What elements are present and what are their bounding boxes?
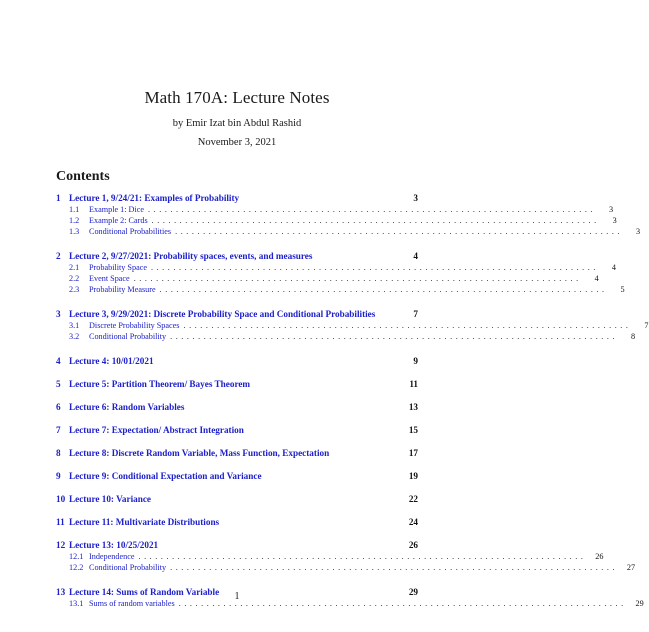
- toc-leader-dots: ................................................................................: [159, 285, 608, 294]
- toc-leader-dots: ................................................................................: [133, 274, 582, 283]
- toc-section-group: [56, 424, 418, 436]
- toc-subsection-number: 2.1: [69, 263, 80, 272]
- toc-subsection-number: 3.2: [69, 332, 80, 341]
- toc-section-number: 9: [56, 471, 61, 481]
- toc-section-link[interactable]: [56, 401, 418, 413]
- table-of-contents: [56, 192, 649, 622]
- toc-subsection-link[interactable]: [56, 331, 636, 342]
- toc-section-page: 19: [408, 471, 418, 481]
- toc-section-link[interactable]: [56, 470, 418, 482]
- toc-section-title: Lecture 1, 9/24/21: Examples of Probability: [69, 193, 240, 203]
- toc-subsection-page: 3: [636, 227, 641, 236]
- toc-section-link[interactable]: [56, 424, 418, 436]
- toc-section-page: 24: [408, 517, 418, 527]
- toc-leader-dots: ................................................................................: [170, 563, 619, 572]
- toc-section-group: [56, 250, 625, 295]
- document-date: November 3, 2021: [197, 137, 277, 148]
- toc-section-page: 9: [413, 356, 418, 366]
- toc-section-page: 29: [408, 587, 418, 597]
- toc-section-page: 3: [413, 193, 418, 203]
- toc-subsection-page: 4: [594, 274, 599, 283]
- toc-subsection-title: Independence: [89, 552, 135, 561]
- toc-subsection-page: 5: [620, 285, 625, 294]
- toc-leader-dots: ................................................................................: [150, 263, 599, 272]
- toc-section-title: Lecture 11: Multivariate Distributions: [69, 517, 220, 527]
- toc-subsection-number: 3.1: [69, 321, 80, 330]
- toc-leader-dots: ................................................................................: [175, 227, 624, 236]
- toc-subsection-number: 2.3: [69, 285, 80, 294]
- toc-section-title: Lecture 14: Sums of Random Variable: [69, 587, 220, 597]
- toc-section-link[interactable]: [56, 355, 418, 367]
- toc-subsection-number: 12.1: [69, 552, 84, 561]
- toc-subsection-page: 8: [631, 332, 636, 341]
- toc-subsection-number: 1.1: [69, 205, 80, 214]
- toc-section-link[interactable]: [56, 493, 418, 505]
- toc-section-group: [56, 308, 649, 342]
- toc-section-number: 3: [56, 309, 61, 319]
- toc-section-page: 13: [408, 402, 418, 412]
- toc-subsection-title: Probability Space: [89, 263, 147, 272]
- toc-section-link[interactable]: [56, 192, 418, 204]
- toc-section-title: Lecture 10: Variance: [69, 494, 151, 504]
- contents-heading: Contents: [56, 169, 110, 184]
- toc-section-number: 12: [56, 540, 66, 550]
- toc-section-link[interactable]: [56, 308, 418, 320]
- toc-leader-dots: ................................................................................: [138, 552, 587, 561]
- toc-subsection-page: 7: [644, 321, 649, 330]
- toc-subsection-link[interactable]: [56, 273, 599, 284]
- document-title: Math 170A: Lecture Notes: [144, 88, 330, 107]
- toc-section-group: [56, 539, 636, 573]
- toc-section-title: Lecture 7: Expectation/ Abstract Integration: [69, 425, 244, 435]
- toc-leader-dots: ................................................................................: [178, 599, 627, 608]
- toc-subsection-number: 12.2: [69, 563, 84, 572]
- toc-section-title: Lecture 13: 10/25/2021: [69, 540, 159, 550]
- toc-section-number: 5: [56, 379, 61, 389]
- toc-section-page: 22: [408, 494, 418, 504]
- toc-section-title: Lecture 6: Random Variables: [69, 402, 185, 412]
- toc-section-number: 1: [56, 193, 61, 203]
- toc-subsection-title: Discrete Probability Spaces: [89, 321, 180, 330]
- toc-section-title: Lecture 9: Conditional Expectation and Variance: [69, 471, 262, 481]
- toc-subsection-page: 29: [635, 599, 644, 608]
- toc-section-page: 26: [408, 540, 418, 550]
- toc-section-page: 4: [413, 251, 418, 261]
- toc-subsection-title: Conditional Probabilities: [89, 227, 172, 236]
- toc-section-page: 15: [408, 425, 418, 435]
- toc-subsection-link[interactable]: [56, 551, 604, 562]
- toc-section-link[interactable]: [56, 378, 418, 390]
- toc-section-group: [56, 355, 418, 367]
- toc-subsection-title: Conditional Probability: [89, 563, 167, 572]
- toc-section-title: Lecture 5: Partition Theorem/ Bayes Theorem: [69, 379, 251, 389]
- toc-section-title: Lecture 4: 10/01/2021: [69, 356, 154, 366]
- toc-subsection-page: 26: [595, 552, 604, 561]
- toc-subsection-link[interactable]: [56, 284, 625, 295]
- toc-section-number: 13: [56, 587, 66, 597]
- toc-subsection-title: Event Space: [89, 274, 130, 283]
- toc-leader-dots: ................................................................................: [151, 216, 600, 225]
- toc-section-group: [56, 447, 418, 459]
- toc-section-group: [56, 192, 641, 237]
- toc-subsection-number: 13.1: [69, 599, 84, 608]
- toc-subsection-number: 1.2: [69, 216, 80, 225]
- toc-leader-dots: ................................................................................: [183, 321, 632, 330]
- toc-subsection-link[interactable]: [56, 226, 641, 237]
- toc-subsection-page: 4: [611, 263, 616, 272]
- toc-section-group: [56, 378, 418, 390]
- toc-subsection-number: 1.3: [69, 227, 80, 236]
- toc-section-page: 11: [409, 379, 418, 389]
- toc-section-number: 7: [56, 425, 61, 435]
- toc-subsection-number: 2.2: [69, 274, 80, 283]
- toc-section-title: Lecture 2, 9/27/2021: Probability spaces, events, and measures: [69, 251, 313, 261]
- toc-section-link[interactable]: [56, 539, 418, 551]
- page-number: 1: [234, 591, 240, 602]
- toc-subsection-title: Example 2: Cards: [89, 216, 148, 225]
- toc-subsection-page: 27: [626, 563, 636, 572]
- toc-section-number: 11: [56, 517, 65, 527]
- toc-section-title: Lecture 3, 9/29/2021: Discrete Probability Space and Conditional Probabilities: [69, 309, 376, 319]
- toc-section-group: [56, 401, 418, 413]
- toc-section-group: [56, 516, 418, 528]
- toc-subsection-page: 3: [612, 216, 617, 225]
- toc-section-link[interactable]: [56, 447, 418, 459]
- toc-subsection-page: 3: [608, 205, 614, 214]
- toc-subsection-link[interactable]: [56, 320, 649, 331]
- toc-section-number: 8: [56, 448, 61, 458]
- toc-subsection-title: Probability Measure: [89, 285, 156, 294]
- toc-section-group: [56, 493, 418, 505]
- toc-subsection-link[interactable]: [56, 204, 614, 215]
- toc-section-number: 6: [56, 402, 61, 412]
- toc-leader-dots: ................................................................................: [148, 205, 597, 214]
- toc-subsection-title: Example 1: Dice: [89, 205, 145, 214]
- toc-section-link[interactable]: [56, 516, 418, 528]
- toc-section-number: 4: [56, 356, 61, 366]
- toc-section-page: 17: [408, 448, 418, 458]
- toc-section-number: 2: [56, 251, 61, 261]
- toc-subsection-link[interactable]: [56, 262, 616, 273]
- toc-section-link[interactable]: [56, 250, 418, 262]
- toc-subsection-title: Conditional Probability: [89, 332, 167, 341]
- toc-section-group: [56, 470, 418, 482]
- toc-section-page: 7: [413, 309, 418, 319]
- toc-subsection-link[interactable]: [56, 215, 617, 226]
- toc-section-title: Lecture 8: Discrete Random Variable, Mass Function, Expectation: [69, 448, 330, 458]
- toc-subsection-title: Sums of random variables: [89, 599, 175, 608]
- toc-section-number: 10: [56, 494, 66, 504]
- toc-leader-dots: ................................................................................: [170, 332, 619, 341]
- document-author: by Emir Izat bin Abdul Rashid: [172, 118, 302, 129]
- toc-subsection-link[interactable]: [56, 562, 636, 573]
